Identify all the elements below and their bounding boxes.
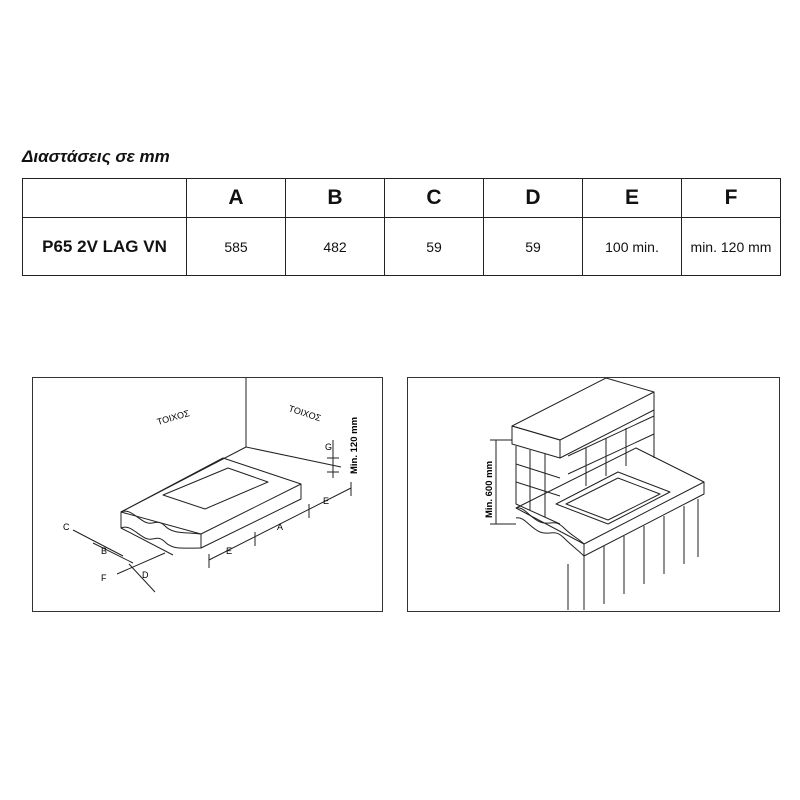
dim-line-b [93,543,133,563]
installation-clearance-diagram [32,377,383,612]
letter-a: A [277,522,284,532]
letter-g: G [325,442,333,452]
dim-line-c [73,530,123,556]
table-cell: 482 [286,218,385,276]
letter-b: B [101,546,108,556]
table-header-cell [23,179,187,218]
table-cell: 59 [385,218,484,276]
table-row [23,218,781,276]
hood-drawing [408,378,780,612]
countertop-front-left [121,512,173,555]
table-cell: min. 120 mm [682,218,781,276]
wall-cabinet-grid [516,416,654,517]
letter-c: C [63,522,70,532]
hood-front [512,426,560,458]
letter-d: D [142,570,149,580]
table-header-cell: F [682,179,781,218]
countertop-cut-edge-lower [516,518,584,556]
clearance-drawing [33,378,383,612]
wall-cabinet-front [516,446,560,524]
min-height-label: Min. 600 mm [484,460,495,518]
dimensions-table [22,178,781,276]
wall-label-right: ΤΟΙΧΟΣ [287,403,323,424]
hob-cutout [163,468,268,509]
table-header-cell: A [187,179,286,218]
hood-side [560,392,654,458]
wall-label-left: ΤΟΙΧΟΣ [155,408,191,427]
table-cell: 100 min. [583,218,682,276]
dimensions-title: Διαστάσεις σε mm [22,147,170,166]
countertop-top [516,448,704,544]
table-cell: 59 [484,218,583,276]
letter-f: F [101,573,107,583]
table-cell: 585 [187,218,286,276]
letter-e-left: E [226,546,233,556]
letter-e-right: E [323,496,330,506]
table-header-cell: D [484,179,583,218]
hood-clearance-diagram [407,377,780,612]
table-header-cell: E [583,179,682,218]
table-header-row [23,179,781,218]
table-header-cell: B [286,179,385,218]
hood-top [512,378,654,440]
model-name-cell: P65 2V LAG VN [23,218,187,276]
min-clearance-label: Min. 120 mm [349,416,360,474]
dim-line-f [117,553,165,574]
table-header-cell: C [385,179,484,218]
